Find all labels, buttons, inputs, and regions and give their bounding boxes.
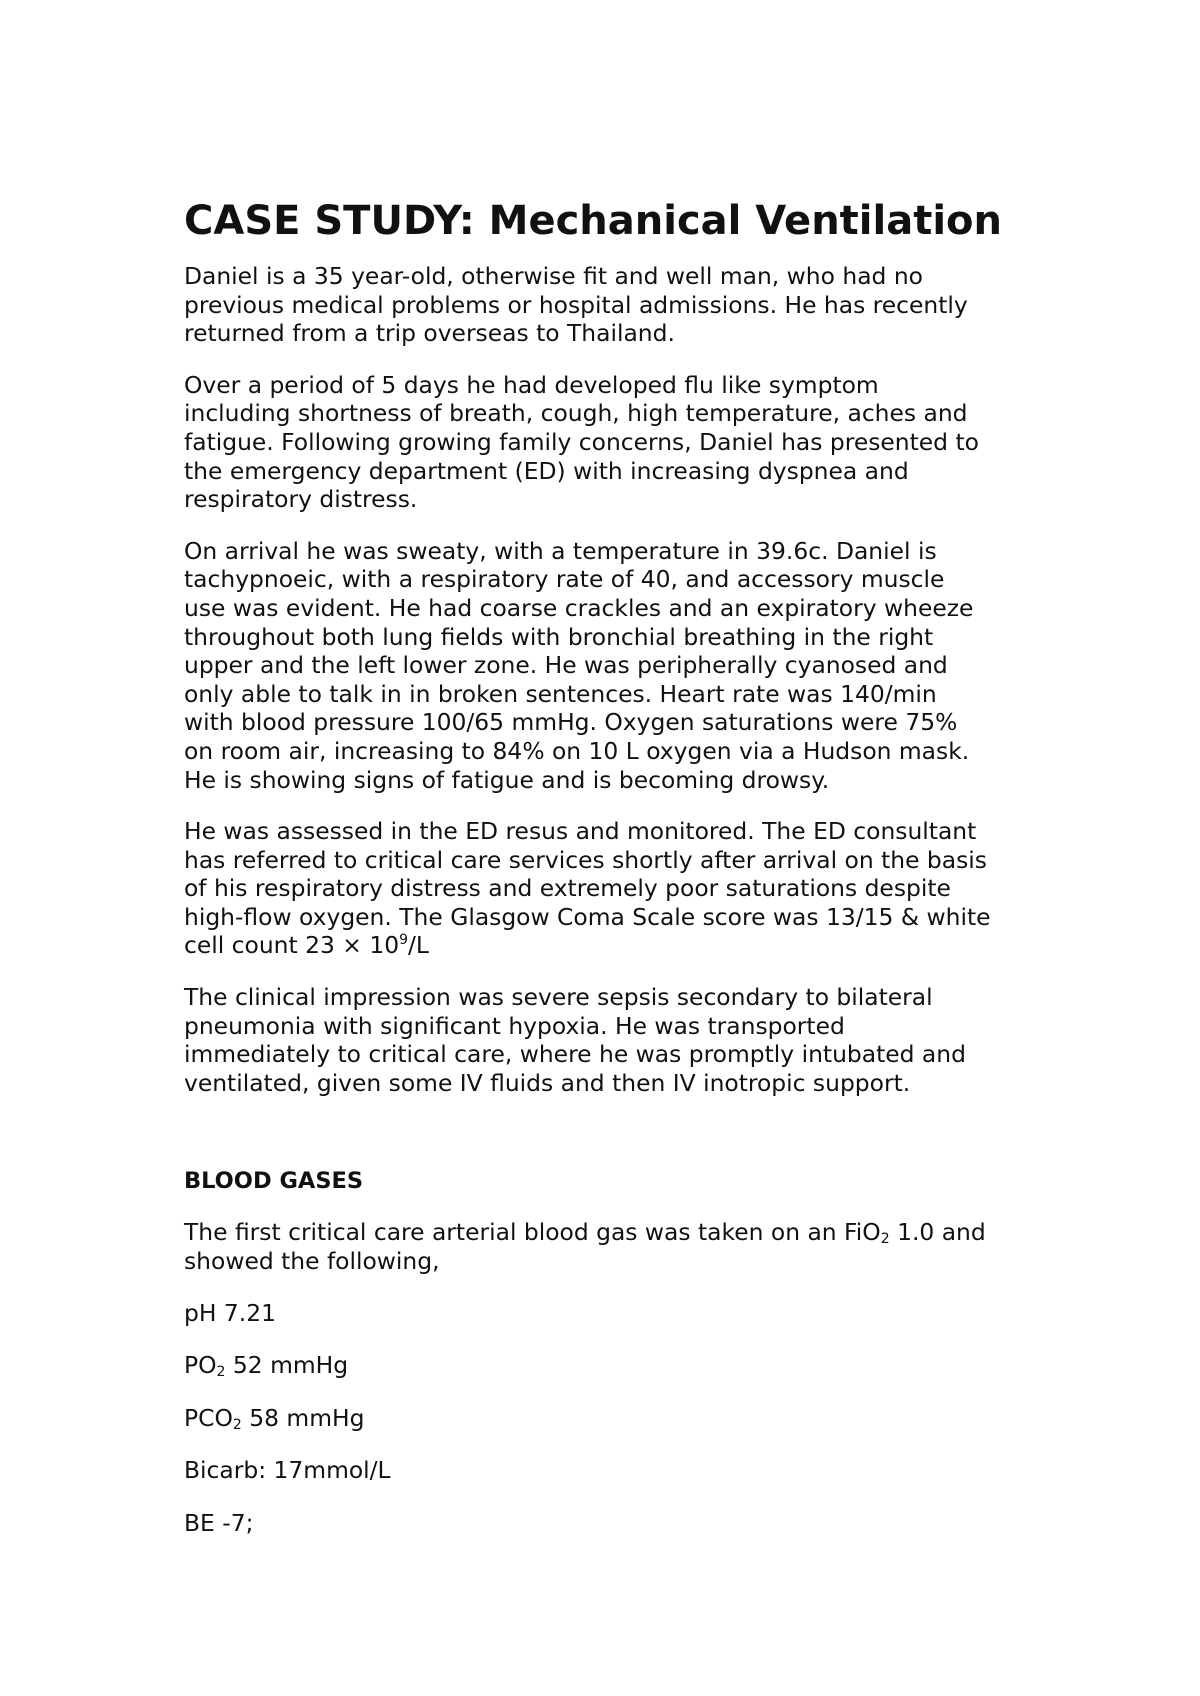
subscript: 2 <box>880 1231 890 1248</box>
section-heading-blood-gases: BLOOD GASES <box>184 1168 364 1195</box>
paragraph-blood-gas-intro <box>184 1218 1064 1275</box>
paragraph-referral <box>184 817 1064 960</box>
subscript: 2 <box>216 1364 226 1381</box>
document-title: CASE STUDY: Mechanical Ventilation <box>184 198 1002 244</box>
spacer <box>184 1120 1064 1167</box>
referral-text: He was assessed in the ED resus and monitored. The ED consultant has referred to critical care services shortly after arrival on the basis of his respiratory distress and extremely poor saturations despite high-flow oxygen. The Glasgow Coma Scale score was 13/15 & white cell count 23 × 10 <box>184 817 991 960</box>
po2-label: PO <box>184 1351 217 1380</box>
gas-value-bicarb: Bicarb: 17mmol/L <box>184 1456 391 1485</box>
paragraph-patient-history: Daniel is a 35 year-old, otherwise fit and well man, who had no previous medical problems or hospital admissions. He has recently returned from a trip overseas to Thailand. <box>184 262 968 348</box>
document-page <box>184 196 1064 1562</box>
gas-value-ph: pH 7.21 <box>184 1298 276 1327</box>
gas-value-base-excess: BE -7; <box>184 1509 254 1537</box>
subscript: 2 <box>232 1416 242 1433</box>
pco2-label: PCO <box>184 1403 233 1432</box>
paragraph-arrival-assessment: On arrival he was sweaty, with a temperature in 39.6c. Daniel is tachypnoeic, with a respiratory rate of 40, and accessory muscle use was evident. He had coarse crackles and an expiratory wheeze throughout both lung fields with bronchial breathing in the right upper and the left lower zone. He was peripherally cyanosed and only able to talk in in broken sentences. Heart rate was 140/min with blood pressure 100/65 mmHg. Oxygen saturations were 75% on room air, increasing to 84% on 10 L oxygen via a Hudson mask. He is showing signs of fatigue and is becoming drowsy. <box>184 536 974 794</box>
po2-value: 52 mmHg <box>225 1351 349 1380</box>
pco2-value: 58 mmHg <box>241 1403 365 1432</box>
gas-value-pco2 <box>184 1404 1064 1433</box>
paragraph-symptoms: Over a period of 5 days he had developed flu like symptom including shortness of breath, cough, high temperature, aches and fatigue. Following growing family concerns, Daniel has presented to the emergency department (ED) with increasing dyspnea and respiratory distress. <box>184 370 979 514</box>
gas-value-po2 <box>184 1351 1064 1380</box>
paragraph-clinical-impression: The clinical impression was severe sepsis secondary to bilateral pneumonia with significant hypoxia. He was transported immediately to critical care, where he was promptly intubated and ventilated, given some IV fluids and then IV inotropic support. <box>184 983 966 1097</box>
intro-text: The first critical care arterial blood gas was taken on an FiO <box>184 1218 881 1247</box>
intro-text-end: 1.0 and showed the following, <box>184 1218 986 1276</box>
referral-unit: /L <box>408 931 429 960</box>
exponent: 9 <box>399 932 409 949</box>
